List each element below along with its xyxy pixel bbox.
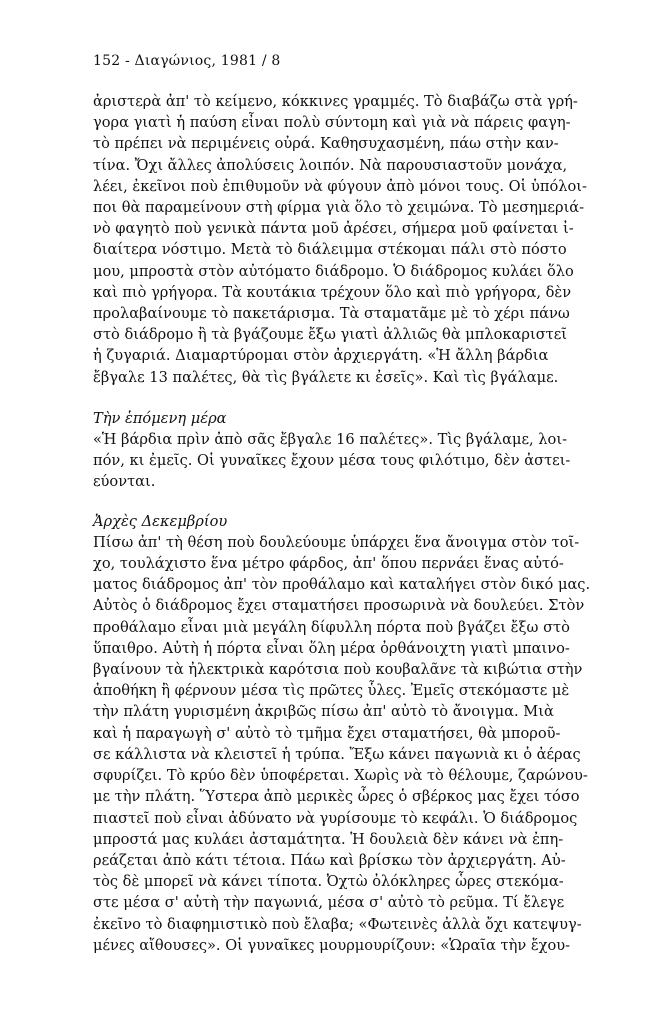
text-line: τὸ πρέπει νὰ περιμένεις οὐρά. Καθησυχασμένη, πάω στὴν καν- xyxy=(93,135,559,153)
text-line: ἀριστερὰ ἀπ' τὸ κείμενο, κόκκινες γραμμές. Τὸ διαβάζω στὰ γρή- xyxy=(93,93,578,110)
text-line: ποι θὰ παραμείνουν στὴ φίρμα γιὰ ὅλο τὸ χειμώνα. Τὸ μεσημεριά- xyxy=(93,199,585,217)
text-line: μένες αἴθουσες». Οἱ γυναῖκες μουρμουρίζουν: «Ὡραῖα τὴν ἔχου- xyxy=(93,936,571,954)
text-line: ὕπαιθρο. Αὐτὴ ἡ πόρτα εἶναι ὅλη μέρα ὀρθάνοιχτη γιατὶ μπαινο- xyxy=(93,639,570,657)
text-line: ματος διάδρομος ἀπ' τὸν προθάλαμο καὶ καταλήγει στὸν δικό μας. xyxy=(93,576,591,594)
text-line: προλαβαίνουμε τὸ πακετάρισμα. Τὰ σταματᾶμε μὲ τὸ χέρι πάνω xyxy=(93,305,570,323)
text-line: τὸς δὲ μπορεῖ νὰ κάνει τίποτα. Ὀχτὼ ὁλόκληρες ὧρες στεκόμα- xyxy=(93,873,564,891)
text-line: σε κάλλιστα νὰ κλειστεῖ ἡ τρύπα. Ἔξω κάνει παγωνιὰ κι ὁ ἀέρας xyxy=(93,745,581,763)
text-line: πόν, κι ἐμεῖς. Οἱ γυναῖκες ἔχουν μέσα τους φιλότιμο, δὲν ἀστει- xyxy=(93,452,571,470)
text-line: μου, μπροστὰ στὸν αὐτόματο διάδρομο. Ὁ διάδρομος κυλάει ὅλο xyxy=(93,262,574,280)
text-line: λέει, ἐκεῖνοι ποὺ ἐπιθυμοῦν νὰ φύγουν ἀπὸ μόνοι τους. Οἱ ὑπόλοι- xyxy=(93,177,587,195)
text-line: προθάλαμο εἶναι μιὰ μεγάλη δίφυλλη πόρτα ποὺ βγάζει ἔξω στὸ xyxy=(93,618,570,636)
text-line: στὸ διάδρομο ἢ τὰ βγάζουμε ἔξω γιατὶ ἀλλιῶς θὰ μπλοκαριστεῖ xyxy=(93,326,568,344)
text-line: γορα γιατὶ ἡ παύση εἶναι πολὺ σύντομη καὶ γιὰ νὰ πάρεις φαγη- xyxy=(93,114,571,132)
paragraph-early-december xyxy=(93,532,609,956)
text-line: πιαστεῖ ποὺ εἶναι ἀδύνατο νὰ γυρίσουμε τὸ κεφάλι. Ὁ διάδρομος xyxy=(93,809,578,827)
section-heading-early-december: Ἀρχὲς Δεκεμβρίου xyxy=(93,512,228,530)
text-line: καὶ ἡ παραγωγὴ σ' αὐτὸ τὸ τμῆμα ἔχει σταματήσει, θὰ μποροῦ- xyxy=(93,724,561,742)
paragraph-next-day xyxy=(93,429,609,493)
text-line: Πίσω ἀπ' τὴ θέση ποὺ δουλεύουμε ὑπάρχει ἕνα ἄνοιγμα στὸν τοῖ- xyxy=(93,533,580,551)
text-line: ρεάζεται ἀπὸ κάτι τέτοια. Πάω καὶ βρίσκω τὸν ἀρχιεργάτη. Αὐ- xyxy=(93,851,566,869)
text-line: τίνα. Ὄχι ἄλλες ἀπολύσεις λοιπόν. Νὰ παρουσιαστοῦν μονάχα, xyxy=(93,156,568,174)
text-line: Αὐτὸς ὁ διάδρομος ἔχει σταματήσει προσωρινὰ νὰ δουλεύει. Στὸν xyxy=(93,597,585,615)
text-line: ἀποθήκη ἢ φέρνουν μέσα τὶς πρῶτες ὗλες. Ἐμεῖς στεκόμαστε μὲ xyxy=(93,682,570,700)
text-line: στε μέσα σ' αὐτὴ τὴν παγωνιά, μέσα σ' αὐτὸ τὸ ρεῦμα. Τί ἔλεγε xyxy=(93,894,565,912)
text-line: «Ἡ βάρδια πρὶν ἀπὸ σᾶς ἔβγαλε 16 παλέτες». Τὶς βγάλαμε, λοι- xyxy=(93,431,567,449)
text-line: ἐκεῖνο τὸ διαφημιστικὸ ποὺ ἔλαβα; «Φωτεινὲς ἀλλὰ ὄχι κατεψυγ- xyxy=(93,915,582,933)
paragraph-1 xyxy=(93,91,609,388)
text-line: βγαίνουν τὰ ἠλεκτρικὰ καρότσια ποὺ κουβαλᾶνε τὰ κιβώτια στὴν xyxy=(93,661,583,679)
text-line: καὶ πιὸ γρήγορα. Τὰ κουτάκια τρέχουν ὅλο καὶ πιὸ γρήγορα, δὲν xyxy=(93,283,572,301)
text-line: σφυρίζει. Τὸ κρύο δὲν ὑποφέρεται. Χωρὶς νὰ τὸ θέλουμε, ζαρώνου- xyxy=(93,767,588,785)
text-line: τὴν πλάτη γυρισμένη ἀκριβῶς πίσω ἀπ' αὐτὸ τὸ ἄνοιγμα. Μιὰ xyxy=(93,703,554,721)
text-line: μπροστά μας κυλάει ἀσταμάτητα. Ἡ δουλειὰ δὲν κάνει νὰ ἐπη- xyxy=(93,830,564,848)
document-page xyxy=(93,52,609,956)
text-line: ἔβγαλε 13 παλέτες, θὰ τὶς βγάλετε κι ἐσεῖς». Καὶ τὶς βγάλαμε. xyxy=(93,368,559,386)
running-head: 152 - Διαγώνιος, 1981 / 8 xyxy=(93,53,281,69)
text-line: εύονται. xyxy=(93,473,156,491)
text-line: ἡ ζυγαριά. Διαμαρτύρομαι στὸν ἀρχιεργάτη. «Ἡ ἄλλη βάρδια xyxy=(93,347,549,365)
section-heading-next-day: Τὴν ἑπόμενη μέρα xyxy=(93,409,227,427)
text-line: χο, τουλάχιστο ἕνα μέτρο φάρδος, ἀπ' ὅπου περνάει ἕνας αὐτό- xyxy=(93,555,564,573)
text-line: με τὴν πλάτη. Ὕστερα ἀπὸ μερικὲς ὧρες ὁ σβέρκος μας ἔχει τόσο xyxy=(93,788,580,806)
text-line: διαίτερα νόστιμο. Μετὰ τὸ διάλειμμα στέκομαι πάλι στὸ πόστο xyxy=(93,241,567,259)
text-line: νὸ φαγητὸ ποὺ γενικὰ πάντα μοῦ ἀρέσει, σήμερα μοῦ φαίνεται ἰ- xyxy=(93,220,574,238)
